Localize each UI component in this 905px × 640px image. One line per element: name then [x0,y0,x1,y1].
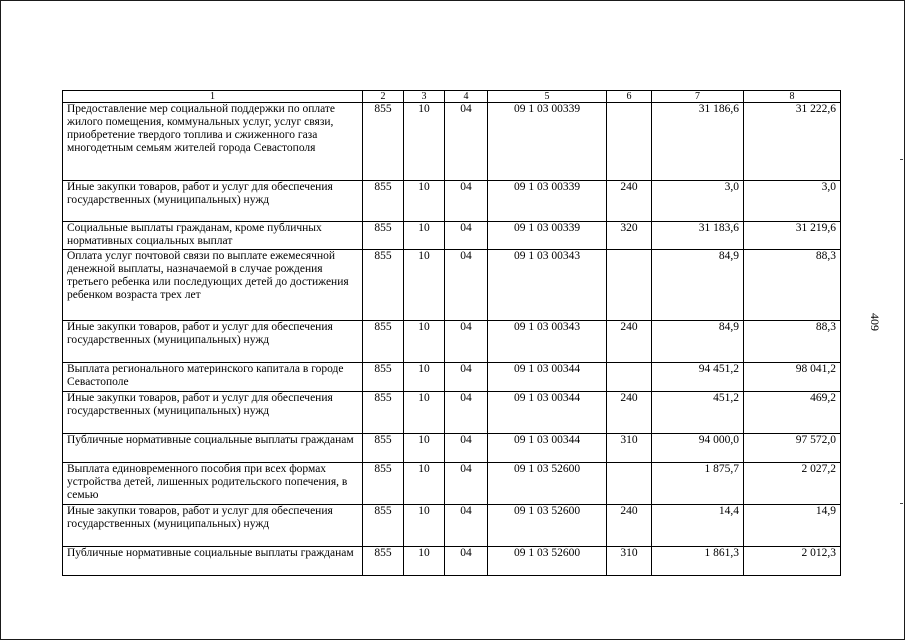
target-article-code: 09 1 03 00343 [488,250,607,321]
expense-type-code [607,463,652,505]
section-code: 10 [404,363,445,392]
table-row [63,434,841,463]
table-row [63,505,841,547]
target-article-code: 09 1 03 00343 [488,321,607,363]
table-row [63,547,841,576]
ministry-code: 855 [363,103,404,181]
item-name: Публичные нормативные социальные выплаты гражданам [63,547,363,576]
item-name: Оплата услуг почтовой связи по выплате ежемесячной денежной выплаты, назначаемой в случае рождения третьего ребенка или последующих детей до достижения ребенком возраста трех лет [63,250,363,321]
item-name: Выплата регионального материнского капитала в городе Севастополе [63,363,363,392]
amount-col8: 31 222,6 [744,103,841,181]
target-article-code: 09 1 03 00344 [488,363,607,392]
item-name: Иные закупки товаров, работ и услуг для обеспечения государственных (муниципальных) нужд [63,392,363,434]
amount-col7: 1 861,3 [652,547,744,576]
amount-col7: 94 451,2 [652,363,744,392]
subsection-code: 04 [445,363,488,392]
amount-col7: 84,9 [652,250,744,321]
ministry-code: 855 [363,222,404,250]
subsection-code: 04 [445,505,488,547]
target-article-code: 09 1 03 52600 [488,547,607,576]
section-code: 10 [404,547,445,576]
table-row [63,181,841,222]
expense-type-code [607,363,652,392]
section-code: 10 [404,434,445,463]
target-article-code: 09 1 03 00339 [488,103,607,181]
item-name: Иные закупки товаров, работ и услуг для обеспечения государственных (муниципальных) нужд [63,321,363,363]
table-row [63,392,841,434]
ministry-code: 855 [363,434,404,463]
subsection-code: 04 [445,463,488,505]
target-article-code: 09 1 03 52600 [488,505,607,547]
column-number-6: 6 [607,91,652,103]
amount-col8: 98 041,2 [744,363,841,392]
amount-col8: 14,9 [744,505,841,547]
ministry-code: 855 [363,363,404,392]
section-code: 10 [404,321,445,363]
column-number-3: 3 [404,91,445,103]
item-name: Предоставление мер социальной поддержки по оплате жилого помещения, коммунальных услуг, услуг связи, приобретение твердого топлива и сжиженного газа многодетным семьям жителей города Севастополя [63,103,363,181]
subsection-code: 04 [445,181,488,222]
amount-col8: 88,3 [744,321,841,363]
target-article-code: 09 1 03 00339 [488,181,607,222]
expense-type-code [607,103,652,181]
item-name: Иные закупки товаров, работ и услуг для обеспечения государственных (муниципальных) нужд [63,181,363,222]
amount-col8: 31 219,6 [744,222,841,250]
section-code: 10 [404,463,445,505]
section-code: 10 [404,392,445,434]
ministry-code: 855 [363,250,404,321]
expense-type-code: 240 [607,392,652,434]
table-row [63,103,841,181]
budget-table [62,90,841,576]
item-name: Выплата единовременного пособия при всех формах устройства детей, лишенных родительского попечения, в семью [63,463,363,505]
expense-type-code: 310 [607,547,652,576]
target-article-code: 09 1 03 00339 [488,222,607,250]
ministry-code: 855 [363,463,404,505]
column-number-5: 5 [488,91,607,103]
expense-type-code: 320 [607,222,652,250]
section-code: 10 [404,103,445,181]
ministry-code: 855 [363,321,404,363]
expense-type-code: 240 [607,505,652,547]
table-row [63,321,841,363]
table-row [63,222,841,250]
item-name: Иные закупки товаров, работ и услуг для обеспечения государственных (муниципальных) нужд [63,505,363,547]
ministry-code: 855 [363,181,404,222]
subsection-code: 04 [445,392,488,434]
amount-col7: 451,2 [652,392,744,434]
expense-type-code: 240 [607,181,652,222]
scan-mark [900,503,903,504]
amount-col7: 14,4 [652,505,744,547]
subsection-code: 04 [445,222,488,250]
item-name: Социальные выплаты гражданам, кроме публичных нормативных социальных выплат [63,222,363,250]
column-number-8: 8 [744,91,841,103]
amount-col8: 469,2 [744,392,841,434]
subsection-code: 04 [445,321,488,363]
item-name: Публичные нормативные социальные выплаты гражданам [63,434,363,463]
section-code: 10 [404,250,445,321]
amount-col8: 3,0 [744,181,841,222]
expense-type-code [607,250,652,321]
column-number-2: 2 [363,91,404,103]
section-code: 10 [404,181,445,222]
scan-mark [900,159,903,160]
amount-col7: 3,0 [652,181,744,222]
subsection-code: 04 [445,434,488,463]
amount-col7: 1 875,7 [652,463,744,505]
section-code: 10 [404,222,445,250]
column-number-4: 4 [445,91,488,103]
target-article-code: 09 1 03 52600 [488,463,607,505]
amount-col8: 2 027,2 [744,463,841,505]
amount-col7: 94 000,0 [652,434,744,463]
expense-type-code: 310 [607,434,652,463]
amount-col7: 31 183,6 [652,222,744,250]
ministry-code: 855 [363,392,404,434]
table-row [63,463,841,505]
amount-col8: 88,3 [744,250,841,321]
amount-col8: 2 012,3 [744,547,841,576]
target-article-code: 09 1 03 00344 [488,392,607,434]
amount-col8: 97 572,0 [744,434,841,463]
ministry-code: 855 [363,505,404,547]
column-number-7: 7 [652,91,744,103]
ministry-code: 855 [363,547,404,576]
page-number: 409 [868,313,882,331]
subsection-code: 04 [445,547,488,576]
target-article-code: 09 1 03 00344 [488,434,607,463]
table-row [63,250,841,321]
expense-type-code: 240 [607,321,652,363]
column-number-1: 1 [63,91,363,103]
amount-col7: 84,9 [652,321,744,363]
table-header-row [63,91,841,103]
subsection-code: 04 [445,250,488,321]
amount-col7: 31 186,6 [652,103,744,181]
table-row [63,363,841,392]
section-code: 10 [404,505,445,547]
subsection-code: 04 [445,103,488,181]
